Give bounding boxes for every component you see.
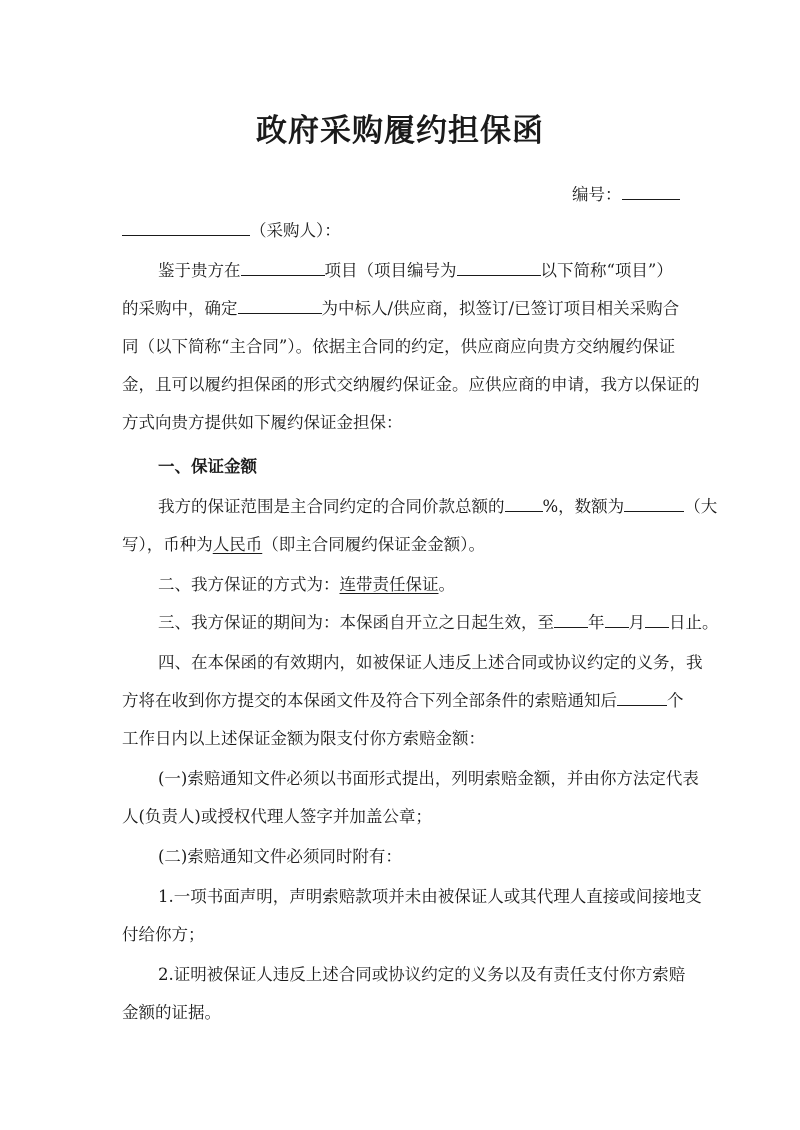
percent-blank [505,496,543,512]
project-number-blank [457,260,541,276]
supplier-blank [238,298,322,314]
s1-text: （大 [684,497,718,516]
s1-text: %，数额为 [542,497,625,516]
workdays-blank [617,690,667,706]
s3-text: 年 [588,613,605,632]
section-3 [158,612,719,634]
document-number [572,184,680,206]
month-blank [605,612,629,628]
s3-text: 三、我方保证的期间为：本保函自开立之日起生效，至 [158,613,554,632]
p1-line-5: 方式向贵方提供如下履约保证金担保： [122,413,403,432]
p1-text: 鉴于贵方在 [158,261,241,280]
p1-line-2 [122,298,679,320]
document-title: 政府采购履约担保函 [256,113,544,149]
addressee-line [122,220,341,242]
s1-line-1 [158,496,717,518]
section-1-heading: 一、保证金额 [158,457,257,476]
s1-text: 我方的保证范围是主合同约定的合同价款总额的 [158,497,505,516]
i2-line-2: 金额的证据。 [122,1003,221,1022]
s3-text: 日止。 [669,613,719,632]
s1-line-2 [122,534,485,556]
s4-line-1: 四、在本保函的有效期内，如被保证人违反上述合同或协议约定的义务，我 [158,653,703,672]
addressee-suffix: （采购人）： [250,221,341,240]
c1-line-2: 人(负责人)或授权代理人签字并加盖公章； [122,807,432,826]
s4-line-2 [122,690,684,712]
p1-line-1 [158,260,673,282]
p1-text: 以下简称“项目”） [540,261,673,280]
s2-text: 。 [438,575,455,594]
amount-blank [624,496,684,512]
s2-text: 二、我方保证的方式为： [158,575,340,594]
s3-text: 月 [628,613,645,632]
p1-line-4: 金，且可以履约担保函的形式交纳履约保证金。应供应商的申请，我方以保证的 [122,375,700,394]
guarantee-method-value: 连带责任保证 [339,575,439,594]
i1-line-2: 付给你方； [122,925,205,944]
p1-text: 为中标人/供应商，拟签订/已签订项目相关采购合 [321,299,680,318]
p1-text: 项目（项目编号为 [324,261,457,280]
purchaser-blank [122,220,250,236]
p1-text: 的采购中，确定 [122,299,238,318]
s4-line-3: 工作日内以上述保证金额为限支付你方索赔金额： [122,729,485,748]
currency-value: 人民币 [212,535,263,554]
s4-text: 方将在收到你方提交的本保函文件及符合下列全部条件的索赔通知后 [122,691,617,710]
day-blank [645,612,669,628]
number-blank [622,184,680,200]
s1-text: 写），币种为 [122,535,213,554]
c2-line-1: (二)索赔通知文件必须同时附有： [158,847,402,866]
p1-line-3: 同（以下简称“主合同”）。依据主合同的约定，供应商应向贵方交纳履约保证 [122,337,676,356]
project-name-blank [241,260,325,276]
s4-text: 个 [667,691,684,710]
i2-line-1: 2.证明被保证人违反上述合同或协议约定的义务以及有责任支付你方索赔 [158,965,686,984]
section-2 [158,574,455,596]
s1-text: （即主合同履约保证金金额）。 [262,535,485,554]
i1-line-1: 1.一项书面声明，声明索赔款项并未由被保证人或其代理人直接或间接地支 [158,887,702,906]
c1-line-1: (一)索赔通知文件必须以书面形式提出，列明索赔金额，并由你方法定代表 [158,769,699,788]
year-blank [554,612,588,628]
number-label: 编号： [572,185,622,204]
